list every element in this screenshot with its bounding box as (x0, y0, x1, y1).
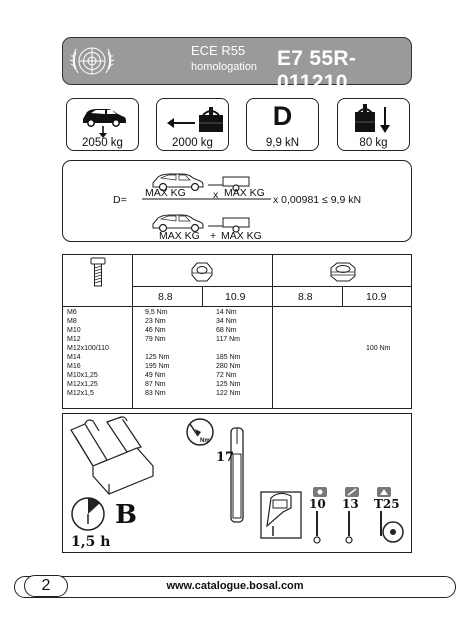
bit-size-t25: T25 (374, 497, 400, 511)
torque-col-10-9: 14 Nm 34 Nm 68 Nm 117 Nm 185 Nm 280 Nm 72 Nm 125 Nm 122 Nm (216, 309, 241, 397)
un-emblem-icon (67, 39, 117, 83)
formula-plus: + (210, 230, 217, 242)
d-value-formula (62, 160, 412, 242)
lock-nut-icon (328, 261, 358, 283)
trailer-mass-value: 2000 kg (172, 137, 213, 149)
page-number: 2 (24, 575, 68, 597)
d-value-letter: D (272, 101, 293, 131)
torque-unit-label: Nm (200, 438, 210, 444)
formula-num-right: MAX KG (224, 187, 265, 199)
formula-num-left: MAX KG (145, 187, 186, 199)
grade-lock-10-9: 10.9 (366, 291, 387, 303)
formula-times: x (213, 189, 219, 201)
jigsaw-icon (261, 492, 301, 538)
torque-col-8-8: 9,5 Nm 23 Nm 46 Nm 79 Nm 125 Nm 195 Nm 49 Nm 87 Nm 83 Nm (145, 309, 170, 397)
approval-code: E7 55R-011210 (277, 47, 357, 94)
difficulty-letter: B (115, 500, 137, 530)
vehicle-mass-box (66, 98, 139, 151)
clock-icon (72, 498, 104, 530)
homologation-label: homologation (191, 61, 258, 73)
vertical-load-icon (338, 99, 411, 139)
spanner-size: 17 (216, 450, 235, 465)
homologation-header (62, 37, 412, 94)
torque-wrench-icon (187, 419, 243, 522)
formula-den-right: MAX KG (221, 230, 262, 242)
bit-size-13: 13 (342, 497, 359, 511)
drill-bit-icons (313, 487, 403, 543)
tools-panel (62, 413, 412, 553)
installation-time: 1,5 h (71, 534, 111, 550)
page-footer (14, 576, 456, 598)
bit-size-10: 10 (309, 497, 326, 511)
bolt-size-list: M6 M8 M10 M12 M12x100/110 M14 M16 M10x1,25 M12x1,25 M12x1,5 (67, 309, 109, 397)
d-value: 9,9 kN (265, 137, 300, 149)
toolbox-icon (71, 417, 153, 494)
regulation-label: ECE R55 (191, 43, 246, 58)
nut-icon (189, 261, 215, 283)
formula-factor: x 0,00981 ≤ 9,9 kN (273, 194, 362, 206)
formula-d-label: D= (113, 194, 127, 206)
car-weight-icon (67, 99, 140, 139)
vertical-load-box (337, 98, 410, 151)
grade-nut-10-9: 10.9 (225, 291, 246, 303)
tools-graphics (63, 414, 411, 552)
trailer-weight-icon (157, 99, 230, 139)
grade-lock-8-8: 8.8 (298, 291, 313, 303)
torque-table (62, 254, 412, 409)
bolt-icon (86, 257, 110, 287)
vehicle-mass-value: 2050 kg (82, 137, 123, 149)
formula-den-left: MAX KG (159, 230, 200, 242)
d-value-box (246, 98, 319, 151)
grade-nut-8-8: 8.8 (158, 291, 173, 303)
trailer-mass-box (156, 98, 229, 151)
torque-col-lock-10-9: 100 Nm (366, 345, 391, 352)
catalogue-url[interactable]: www.catalogue.bosal.com (166, 580, 304, 592)
vertical-load-value: 80 kg (359, 137, 388, 149)
